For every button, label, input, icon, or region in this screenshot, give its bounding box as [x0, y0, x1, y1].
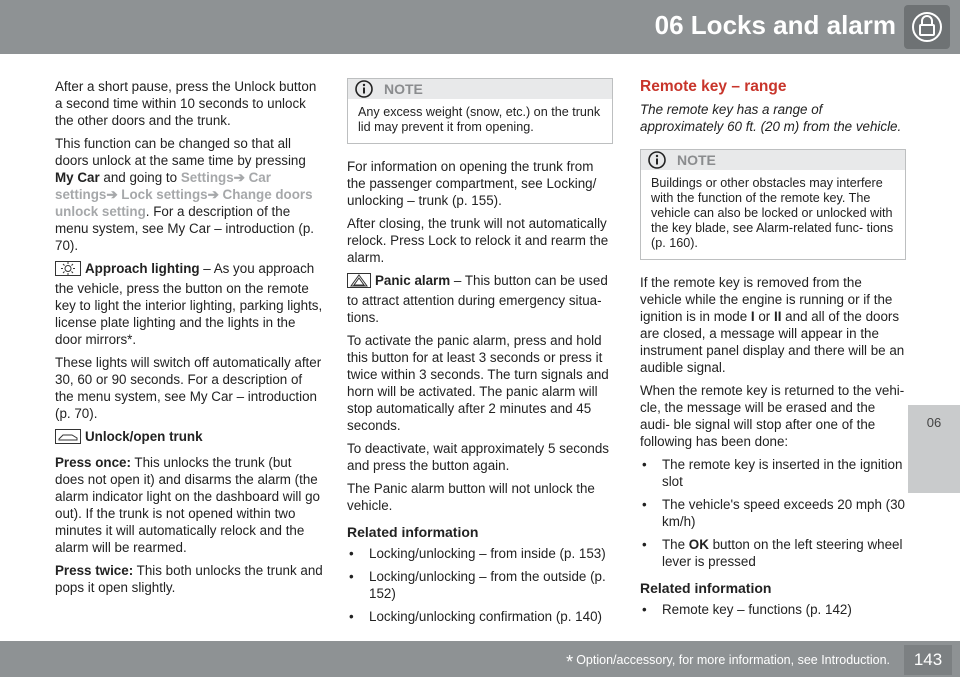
my-car-label: My Car: [55, 170, 100, 185]
section-intro: The remote key has a range of approximately 60 ft. (20 m) from the vehicle.: [640, 102, 902, 134]
column-1: [55, 78, 323, 602]
note-text: Any excess weight (snow, etc.) on the trunk lid may prevent it from opening.: [358, 105, 601, 134]
note-text: Buildings or other obstacles may interfere with the function of the remote key. The vehicle can also be locked or unlocked with the key blade, see Alarm-related func- tions (p. 160).: [651, 176, 894, 250]
related-list: [640, 601, 906, 618]
related-list: [347, 545, 613, 625]
section-title: Remote key – range: [640, 78, 787, 95]
paragraph: When the remote key is returned to the vehi- cle, the message will be erased and the audi- ble signal will stop after one of the following has been done:: [640, 383, 905, 449]
page-number: 143: [904, 645, 952, 675]
approach-lighting-title: Approach lighting: [85, 261, 200, 276]
paragraph: After a short pause, press the Unlock button a second time within 10 seconds to unlock the other doors and the trunk.: [55, 79, 317, 128]
condition-list: [640, 456, 906, 570]
approach-light-icon: [55, 261, 81, 280]
note-box: [347, 78, 613, 144]
paragraph: To deactivate, wait approximately 5 seconds and press the button again.: [347, 441, 609, 473]
chapter-tab: [908, 405, 960, 493]
paragraph: Panic alarm – This button can be used to attract attention during emergency situa- tions.: [347, 273, 608, 325]
info-icon: [647, 151, 667, 175]
chapter-tab-label: 06: [926, 415, 942, 430]
paragraph: [55, 428, 323, 448]
footnote: * Option/accessory, for more information, see Introduction.: [566, 652, 890, 672]
related-link[interactable]: • Remote key – functions (p. 142): [640, 601, 906, 618]
paragraph: The Panic alarm button will not unlock the vehicle.: [347, 481, 595, 513]
page-footer: [0, 641, 960, 677]
paragraph: If the remote key is removed from the vehicle while the engine is running or if the ignition is in mode I or II and all of the doors are closed, a message will appear in the instrument panel display and there will be an audible signal.: [640, 275, 905, 375]
chapter-title: 06 Locks and alarm: [654, 10, 896, 40]
note-box: [640, 149, 906, 260]
paragraph: Approach lighting – As you approach the vehicle, press the button on the remote key to light the interior lighting, parking lights, license plate lighting and the lights in the door mirrors*.: [55, 261, 323, 347]
list-item: • The vehicle's speed exceeds 20 mph (30 km/h): [640, 496, 906, 530]
list-item: • The remote key is inserted in the ignition slot: [640, 456, 906, 490]
related-link[interactable]: • Locking/unlocking confirmation (p. 140): [347, 608, 613, 625]
info-icon: [354, 80, 374, 104]
menu-path: Settings➔ Car settings➔ Lock settings➔ Change doors unlock setting: [55, 170, 313, 219]
paragraph: For information on opening the trunk from the passenger compartment, see Locking/ unlocking – trunk (p. 155).: [347, 159, 597, 208]
related-info-heading: Related information: [347, 524, 479, 540]
column-2: [347, 78, 613, 631]
related-link[interactable]: • Locking/unlocking – from inside (p. 153): [347, 545, 613, 562]
related-info-heading: Related information: [640, 580, 772, 596]
paragraph: After closing, the trunk will not automatically relock. Press Lock to relock it and rearm the alarm.: [347, 216, 609, 265]
paragraph: Press once: This unlocks the trunk (but does not open it) and disarms the alarm (the alarm indicator light on the dashboard will go out). If the trunk is not opened within two minutes it will automatically relock and the alarm will be rearmed.: [55, 455, 320, 555]
paragraph: Press twice: This both unlocks the trunk and pops it open slightly.: [55, 563, 323, 595]
lock-icon: [904, 5, 950, 49]
trunk-title: Unlock/open trunk: [85, 429, 203, 444]
page-header: [0, 0, 960, 54]
paragraph: To activate the panic alarm, press and hold this button for at least 3 seconds or press it twice within 3 seconds. The turn signals and horn will be activated. The panic alarm will stop automatically after 2 minutes and 45 seconds.: [347, 333, 609, 433]
related-link[interactable]: • Locking/unlocking – from the outside (p. 152): [347, 568, 613, 602]
note-header: NOTE: [641, 150, 905, 170]
note-header: NOTE: [348, 79, 612, 99]
list-item: • The OK button on the left steering wheel lever is pressed: [640, 536, 906, 570]
warning-triangle-icon: [347, 273, 371, 292]
trunk-icon: [55, 429, 81, 448]
paragraph: This function can be changed so that all doors unlock at the same time by pressing My Car and going to Settings➔ Car settings➔ Lock settings➔ Change doors unlock setting. For a description of the menu system, see My Car – introduction (p. 70).: [55, 136, 314, 253]
paragraph: These lights will switch off automatically after 30, 60 or 90 seconds. For a description of the menu system, see My Car – introduction (p. 70).: [55, 355, 322, 421]
panic-alarm-title: Panic alarm: [375, 273, 451, 288]
column-3: [640, 78, 906, 624]
